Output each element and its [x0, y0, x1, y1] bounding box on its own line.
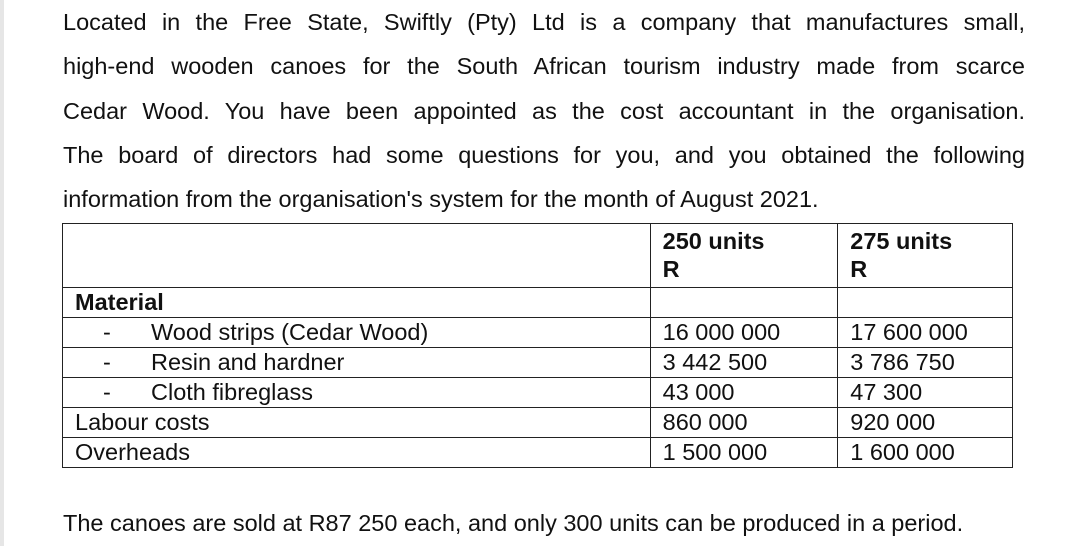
header-275-label: 275 units: [850, 228, 953, 254]
table-row: [63, 408, 1013, 438]
intro-line-1: Located in the Free State, Swiftly (Pty) Ltd is a company that manufactures small,: [63, 9, 1025, 35]
cost-table: [62, 223, 1013, 468]
table-row-material: [63, 288, 1013, 318]
intro-line-4: The board of directors had some questions for you, and you obtained the following: [63, 141, 1025, 168]
table-row: [63, 348, 1013, 378]
row-label-cell: [63, 318, 651, 348]
row-label: Cloth fibreglass: [151, 379, 313, 405]
page-edge: [0, 0, 4, 546]
row-value-250: 3 442 500: [650, 348, 838, 378]
header-250-units: [650, 224, 838, 288]
header-empty-cell: [63, 224, 651, 288]
row-value-275: 1 600 000: [838, 438, 1013, 468]
material-275-cell: [838, 288, 1013, 318]
table-row: [63, 378, 1013, 408]
table-row: [63, 438, 1013, 468]
intro-line-5: information from the organisation's system for the month of August 2021.: [63, 186, 819, 213]
table-header-row: [63, 224, 1013, 288]
intro-paragraph: [63, 0, 1025, 221]
row-label: Resin and hardner: [151, 349, 345, 375]
row-value-250: 860 000: [650, 408, 838, 438]
intro-line-3: Cedar Wood. You have been appointed as the cost accountant in the organisation.: [63, 97, 1025, 124]
sub-dash: -: [103, 379, 111, 405]
row-value-275: 3 786 750: [838, 348, 1013, 378]
header-250-currency: R: [662, 256, 680, 282]
sub-dash: -: [103, 349, 111, 375]
material-250-cell: [650, 288, 838, 318]
header-275-currency: R: [850, 256, 868, 282]
row-value-250: 1 500 000: [650, 438, 838, 468]
row-label-cell: [63, 348, 651, 378]
row-value-275: 920 000: [838, 408, 1013, 438]
row-value-275: 17 600 000: [838, 318, 1013, 348]
row-label: Wood strips (Cedar Wood): [151, 319, 429, 345]
table-row: [63, 318, 1013, 348]
row-value-250: 43 000: [650, 378, 838, 408]
header-250-label: 250 units: [662, 228, 765, 254]
row-label-cell: [63, 378, 651, 408]
footer-note: The canoes are sold at R87 250 each, and only 300 units can be produced in a period.: [63, 510, 964, 536]
row-value-250: 16 000 000: [650, 318, 838, 348]
row-label: Overheads: [63, 438, 651, 468]
row-value-275: 47 300: [838, 378, 1013, 408]
row-label: Labour costs: [63, 408, 651, 438]
material-label: Material: [63, 288, 651, 318]
sub-dash: -: [103, 319, 111, 345]
header-275-units: [838, 224, 1013, 288]
intro-line-2: high-end wooden canoes for the South African tourism industry made from scarce: [63, 53, 1025, 80]
